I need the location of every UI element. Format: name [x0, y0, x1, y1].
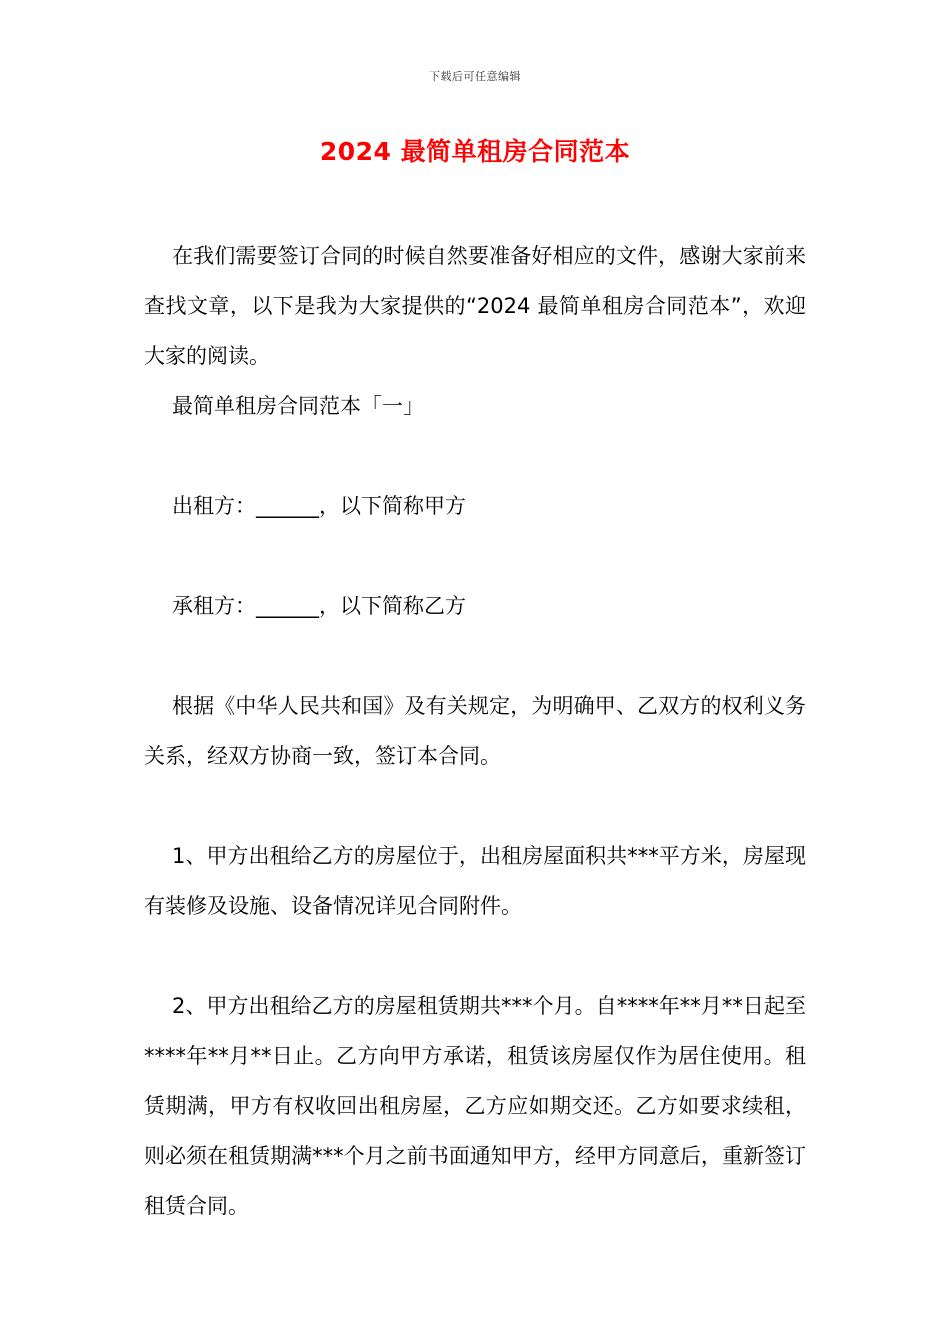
blank-line	[144, 781, 806, 831]
document-body	[144, 231, 806, 1231]
blank-line	[144, 531, 806, 581]
lessor-line: 出租方：______，以下简称甲方	[172, 494, 466, 518]
clause-1-paragraph: 1、甲方出租给乙方的房屋位于，出租房屋面积共***平方米，房屋现有装修及设施、设备情况详见合同附件。	[144, 844, 806, 918]
intro-paragraph: 在我们需要签订合同的时候自然要准备好相应的文件，感谢大家前来查找文章，以下是我为大家提供的“2024 最简单租房合同范本”，欢迎大家的阅读。	[144, 244, 806, 368]
page-header-note: 下载后可任意编辑	[429, 70, 521, 83]
blank-line	[144, 431, 806, 481]
blank-line	[144, 931, 806, 981]
blank-line	[144, 631, 806, 681]
basis-paragraph: 根据《中华人民共和国》及有关规定，为明确甲、乙双方的权利义务关系，经双方协商一致，签订本合同。	[144, 694, 806, 768]
clause-2-paragraph: 2、甲方出租给乙方的房屋租赁期共***个月。自****年**月**日起至****年**月**日止。乙方向甲方承诺，租赁该房屋仅作为居住使用。租赁期满，甲方有权收回出租房屋，乙方应如期交还。乙方如要求续租，则必须在租赁期满***个月之前书面通知甲方，经甲方同意后，重新签订租赁合同。	[144, 994, 806, 1218]
lessee-line: 承租方：______，以下简称乙方	[172, 594, 466, 618]
document-title: 2024 最简单租房合同范本	[319, 137, 631, 166]
section-heading: 最简单租房合同范本「一」	[172, 394, 424, 418]
